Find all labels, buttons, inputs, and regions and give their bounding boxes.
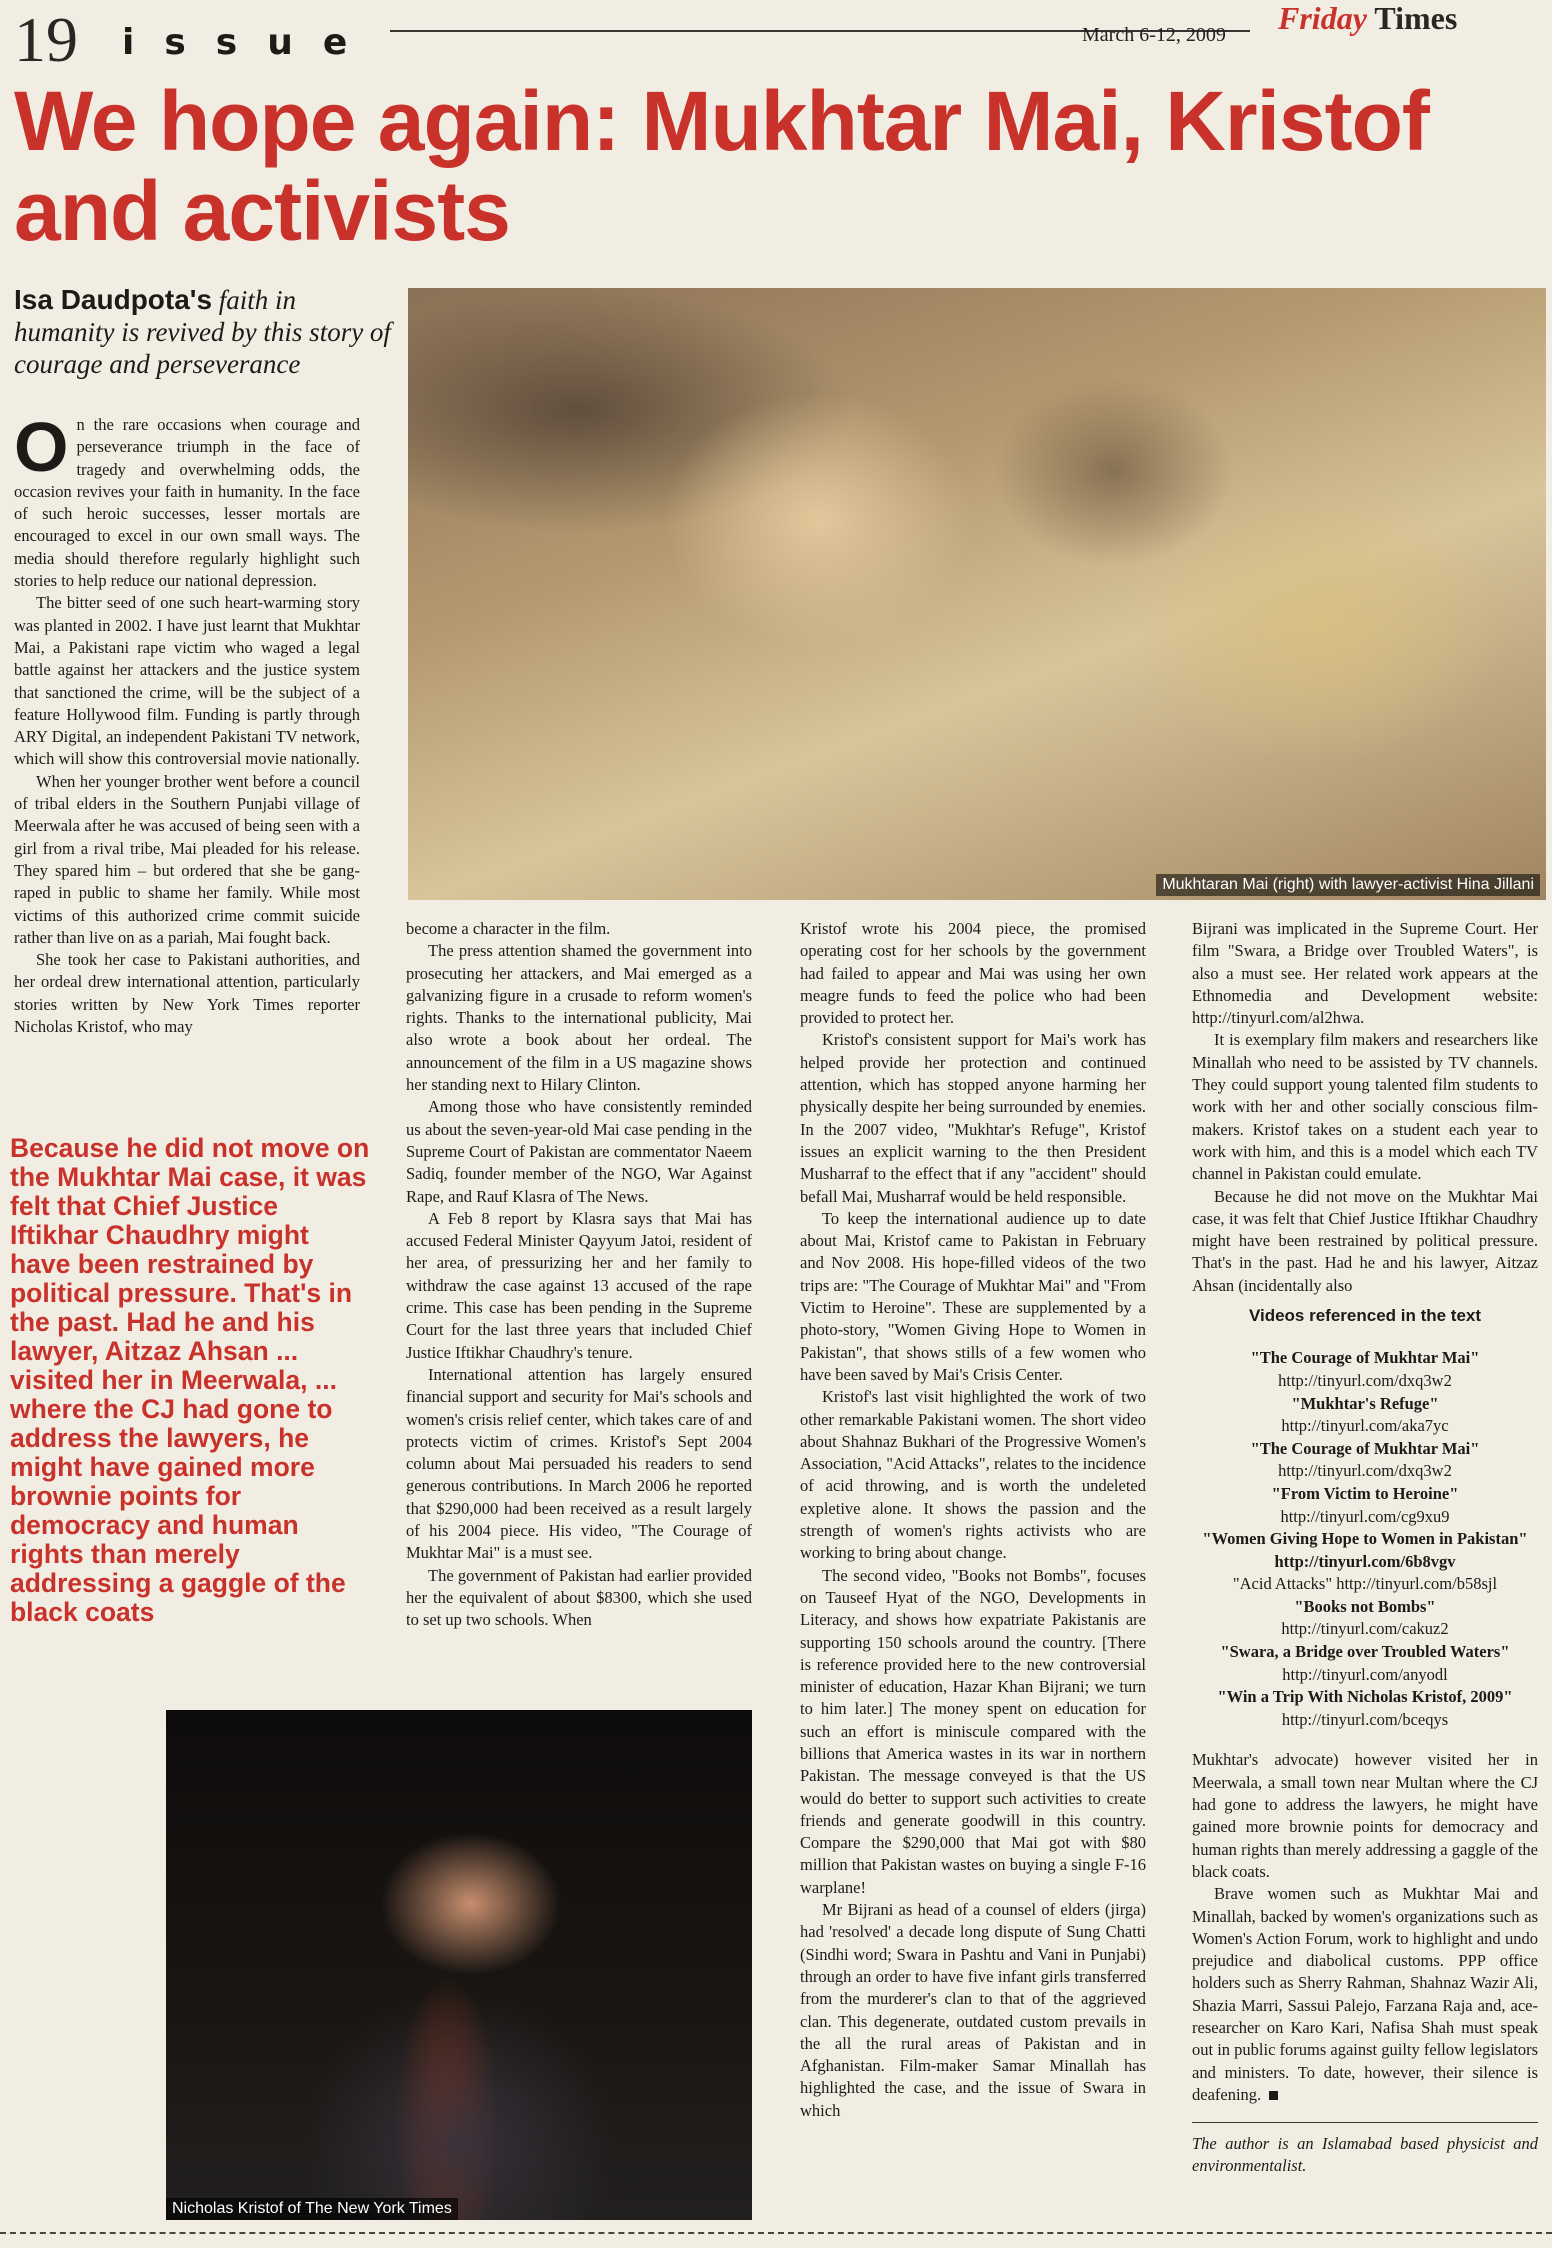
lead-paragraph: [14, 408, 360, 592]
kristof-photo-caption: Nicholas Kristof of The New York Times: [166, 2198, 458, 2220]
article-paragraph: [1192, 1883, 1538, 2106]
article-paragraph: The government of Pakistan had earlier provided her the equivalent of about $8300, which she used to set up two schools. When: [406, 1565, 752, 1630]
kristof-photo: [166, 1710, 752, 2220]
video-item: [1192, 1686, 1538, 1731]
video-item: [1192, 1573, 1538, 1596]
video-link[interactable]: http://tinyurl.com/aka7yc: [1281, 1416, 1449, 1436]
video-link[interactable]: http://tinyurl.com/dxq3w2: [1278, 1370, 1452, 1390]
headline: We hope again: Mukhtar Mai, Kristof and activists: [14, 74, 1429, 258]
main-photo-caption: Mukhtaran Mai (right) with lawyer-activist Hina Jillani: [1156, 874, 1540, 896]
video-item: [1192, 1483, 1538, 1528]
video-item: [1192, 1596, 1538, 1641]
article-paragraph: The second video, "Books not Bombs", focuses on Tauseef Hyat of the NGO, Developments in Literacy, and shows how expatriate Pakistanis are supporting 150 schools around the country. [There is reference provided here to the new controversial minister of education, Hazar Khan Bijrani; we turn to him later.] The money spent on education for such an effort is miniscule compared with the billions that America wastes in its war in northern Pakistan. The message conveyed is that the US would do better to support such activities to create friends and generate goodwill in this country. Compare the $290,000 that Mai got with $80 million that Pakistan wastes on buying a single F-16 warplane!: [800, 1565, 1146, 1897]
main-photo: [408, 288, 1546, 900]
lead-paragraph-text: n the rare occasions when courage and perseverance triumph in the face of tragedy and overwhelming odds, the occasion revives your faith in humanity. In the face of such heroic successes, lesser mortals are encouraged to excel in our own small ways. The media should therefore regularly highlight such stories to help reduce our national depression.: [14, 415, 360, 591]
article-paragraph: Mukhtar's advocate) however visited her in Meerwala, a small town near Multan where the CJ had gone to address the lawyers, he might have gained more brownie points for democracy and human rights than merely addressing a gaggle of the black coats.: [1192, 1750, 1538, 1881]
video-item: [1192, 1347, 1538, 1392]
video-title: "Swara, a Bridge over Troubled Waters": [1220, 1642, 1510, 1662]
byline: [14, 284, 394, 380]
video-link[interactable]: http://tinyurl.com/cakuz2: [1281, 1619, 1449, 1639]
article-column-2: [406, 918, 752, 1632]
video-item: [1192, 1438, 1538, 1483]
issue-label: issue: [122, 22, 378, 63]
article-paragraph: It is exemplary film makers and researchers like Minallah who need to be assisted by TV channels. They could support young talented film students to work with her and other socially conscious film-makers. Kristof takes on a student each year to work with him, and this is a model which each TV channel in Pakistan could emulate.: [1192, 1030, 1538, 1184]
article-paragraph: Mr Bijrani as head of a counsel of elders (jirga) had 'resolved' a decade long dispute of Sung Chatti (Sindhi word; Swara in Pashtu and Vani in Punjabi) through an order to have five infant girls transferred from the murderer's clan to that of the aggrieved clan. This degenerate, outdated custom prevails in the all the rural areas of Pakistan and in Afghanistan. Film-maker Samar Minallah has highlighted the case, and the issue of Swara in which: [800, 1900, 1146, 2120]
video-link[interactable]: http://tinyurl.com/dxq3w2: [1278, 1461, 1452, 1481]
byline-author: Isa Daudpota's: [14, 284, 213, 315]
author-note-rule: [1192, 2122, 1538, 2123]
video-item: [1192, 1641, 1538, 1686]
videos-list: [1192, 1347, 1538, 1731]
article-column-4: [1192, 918, 1538, 2177]
author-note: The author is an Islamabad based physicist and environmentalist.: [1192, 2134, 1538, 2176]
video-link[interactable]: http://tinyurl.com/bceqys: [1281, 1709, 1449, 1729]
video-title: "Win a Trip With Nicholas Kristof, 2009": [1217, 1687, 1513, 1707]
issue-number: 19: [14, 4, 78, 75]
article-paragraph: Kristof's consistent support for Mai's work has helped provide her protection and continued attention, which has stopped anyone harming her physically despite her being surrounded by enemies. In the 2007 video, "Mukhtar's Refuge", Kristof issues an explicit warning to the then President Musharraf to the effect that if any "accident" should befall Mai, Musharraf would be held responsible.: [800, 1030, 1146, 1206]
logo-times: Times: [1374, 0, 1458, 36]
article-paragraph: A Feb 8 report by Klasra says that Mai has accused Federal Minister Qayyum Jatoi, resident of her area, of pressurizing her and her family to withdraw the case against 13 accused of the rape crime. This case has been pending in the Supreme Court for the last three years that included Chief Justice Iftikhar Chaudhry's tenure.: [406, 1208, 752, 1362]
logo-friday: Friday: [1278, 0, 1367, 36]
videos-box-title: Videos referenced in the text: [1248, 1306, 1482, 1326]
pull-quote: Because he did not move on the Mukhtar Mai case, it was felt that Chief Justice Iftikhar Chaudhry might have been restrained by political pressure. That's in the past. Had he and his lawyer, Aitzaz Ahsan ... visited her in Meerwala, ... where the CJ had gone to address the lawyers, he might have gained more brownie points for democracy and human rights than merely addressing a gaggle of the black coats: [10, 1133, 370, 1627]
article-paragraph: Because he did not move on the Mukhtar Mai case, it was felt that Chief Justice Iftikhar Chaudhry might have been restrained by political pressure. That's in the past. Had he and his lawyer, Aitzaz Ahsan (incidentally also: [1192, 1186, 1538, 1295]
closing-paragraph-text: Brave women such as Mukhtar Mai and Minallah, backed by women's organizations such as Women's Action Forum, work to highlight and undo prejudice and diabolical customs. PPP office holders such as Sherry Rahman, Shahnaz Wazir Ali, Shazia Marri, Sassui Palejo, Farzana Raja and, ace-researcher on Karo Kari, Nafisa Shah must speak out in public forums against guilty fellow legislators and ministers. To date, however, their silence is deafening.: [1192, 1884, 1538, 2104]
article-paragraph: become a character in the film.: [406, 919, 611, 938]
video-title: "The Courage of Mukhtar Mai": [1250, 1348, 1480, 1368]
issue-date: March 6-12, 2009: [1082, 24, 1226, 46]
video-link[interactable]: http://tinyurl.com/anyodl: [1282, 1664, 1448, 1684]
video-title: "Women Giving Hope to Women in Pakistan" http://tinyurl.com/6b8vgv: [1202, 1529, 1528, 1571]
article-column-1: [14, 408, 360, 1038]
article-paragraph: Kristof's last visit highlighted the work of two other remarkable Pakistani women. The short video about Shahnaz Bukhari of the Progressive Women's Association, "Acid Attacks", relates to the incidence of acid throwing, and is worth the undeleted expletive alone. It shows the passion and the strength of women's rights activists who are working to bring about change.: [800, 1387, 1146, 1563]
article-paragraph: Bijrani was implicated in the Supreme Court. Her film "Swara, a Bridge over Troubled Waters", is also a must see. Her related work appears at the Ethnomedia and Development website: http://tinyurl.com/al2hwa.: [1192, 919, 1538, 1028]
article-paragraph: She took her case to Pakistani authorities, and her ordeal drew international attention, particularly stories written by New York Times reporter Nicholas Kristof, who may: [14, 950, 360, 1037]
byline-deck: faith in humanity is revived by this story of courage and perseverance: [14, 285, 391, 379]
article-paragraph: Kristof wrote his 2004 piece, the promised operating cost for her schools by the government had failed to appear and Mai was using her own meagre funds to feed the police who had been provided to protect her.: [800, 919, 1146, 1028]
drop-cap: O: [14, 408, 69, 486]
article-paragraph: The press attention shamed the government into prosecuting her attackers, and Mai emerged as a galvanizing figure in a crusade to reform women's rights. Thanks to the international publicity, Mai also wrote a book about her ordeal. The announcement of the film in a US magazine shows her standing next to Hilary Clinton.: [406, 941, 752, 1095]
article-column-3: [800, 918, 1146, 2218]
publication-logo: [1278, 0, 1457, 37]
video-title: "Books not Bombs": [1294, 1596, 1436, 1616]
video-item: [1192, 1393, 1538, 1438]
end-mark-icon: [1269, 2091, 1278, 2100]
video-title: "Mukhtar's Refuge": [1291, 1393, 1439, 1413]
article-paragraph: The bitter seed of one such heart-warming story was planted in 2002. I have just learnt that Mukhtar Mai, a Pakistani rape victim who waged a legal battle against her attackers and the justice system that sanctioned the crime, will be the subject of a feature Hollywood film. Funding is partly through ARY Digital, an independent Pakistani TV network, which will show this controversial movie nationally.: [14, 593, 360, 769]
page-bottom-rule: [0, 2232, 1552, 2234]
video-item: [1192, 1528, 1538, 1573]
article-paragraph: To keep the international audience up to date about Mai, Kristof came to Pakistan in February and Nov 2008. His hope-filled videos of the two trips are: "The Courage of Mukhtar Mai" and "From Victim to Heroine". These are supplemented by a photo-story, "Women Giving Hope to Women in Pakistan", that shows stills of a few women who have been saved by Mai's Crisis Center.: [800, 1208, 1146, 1384]
article-paragraph: Among those who have consistently reminded us about the seven-year-old Mai case pending in the Supreme Court of Pakistan are commentator Naeem Sadiq, founder member of the NGO, War Against Rape, and Rauf Klasra of The News.: [406, 1097, 752, 1206]
article-paragraph: International attention has largely ensured financial support and security for Mai's schools and women's crisis relief center, which takes care of and protects victim of crimes. Kristof's Sept 2004 column about Mai persuaded his readers to send generous contributions. In March 2006 he reported that $290,000 had been received as a result largely of his 2004 piece. His video, "The Courage of Mukhtar Mai" is a must see.: [406, 1364, 752, 1563]
article-paragraph: When her younger brother went before a council of tribal elders in the Southern Punjabi village of Meerwala after he was accused of being seen with a girl from a rival tribe, Mai pleaded for his release. They spared him – but ordered that she be gang-raped in public to shame her family. While most victims of this authorized crime commit suicide rather than live on as a pariah, Mai fought back.: [14, 771, 360, 947]
video-title: "From Victim to Heroine": [1271, 1483, 1459, 1503]
video-link[interactable]: http://tinyurl.com/cg9xu9: [1280, 1506, 1450, 1526]
video-link[interactable]: "Acid Attacks" http://tinyurl.com/b58sjl: [1232, 1574, 1498, 1594]
video-title: "The Courage of Mukhtar Mai": [1250, 1438, 1480, 1458]
